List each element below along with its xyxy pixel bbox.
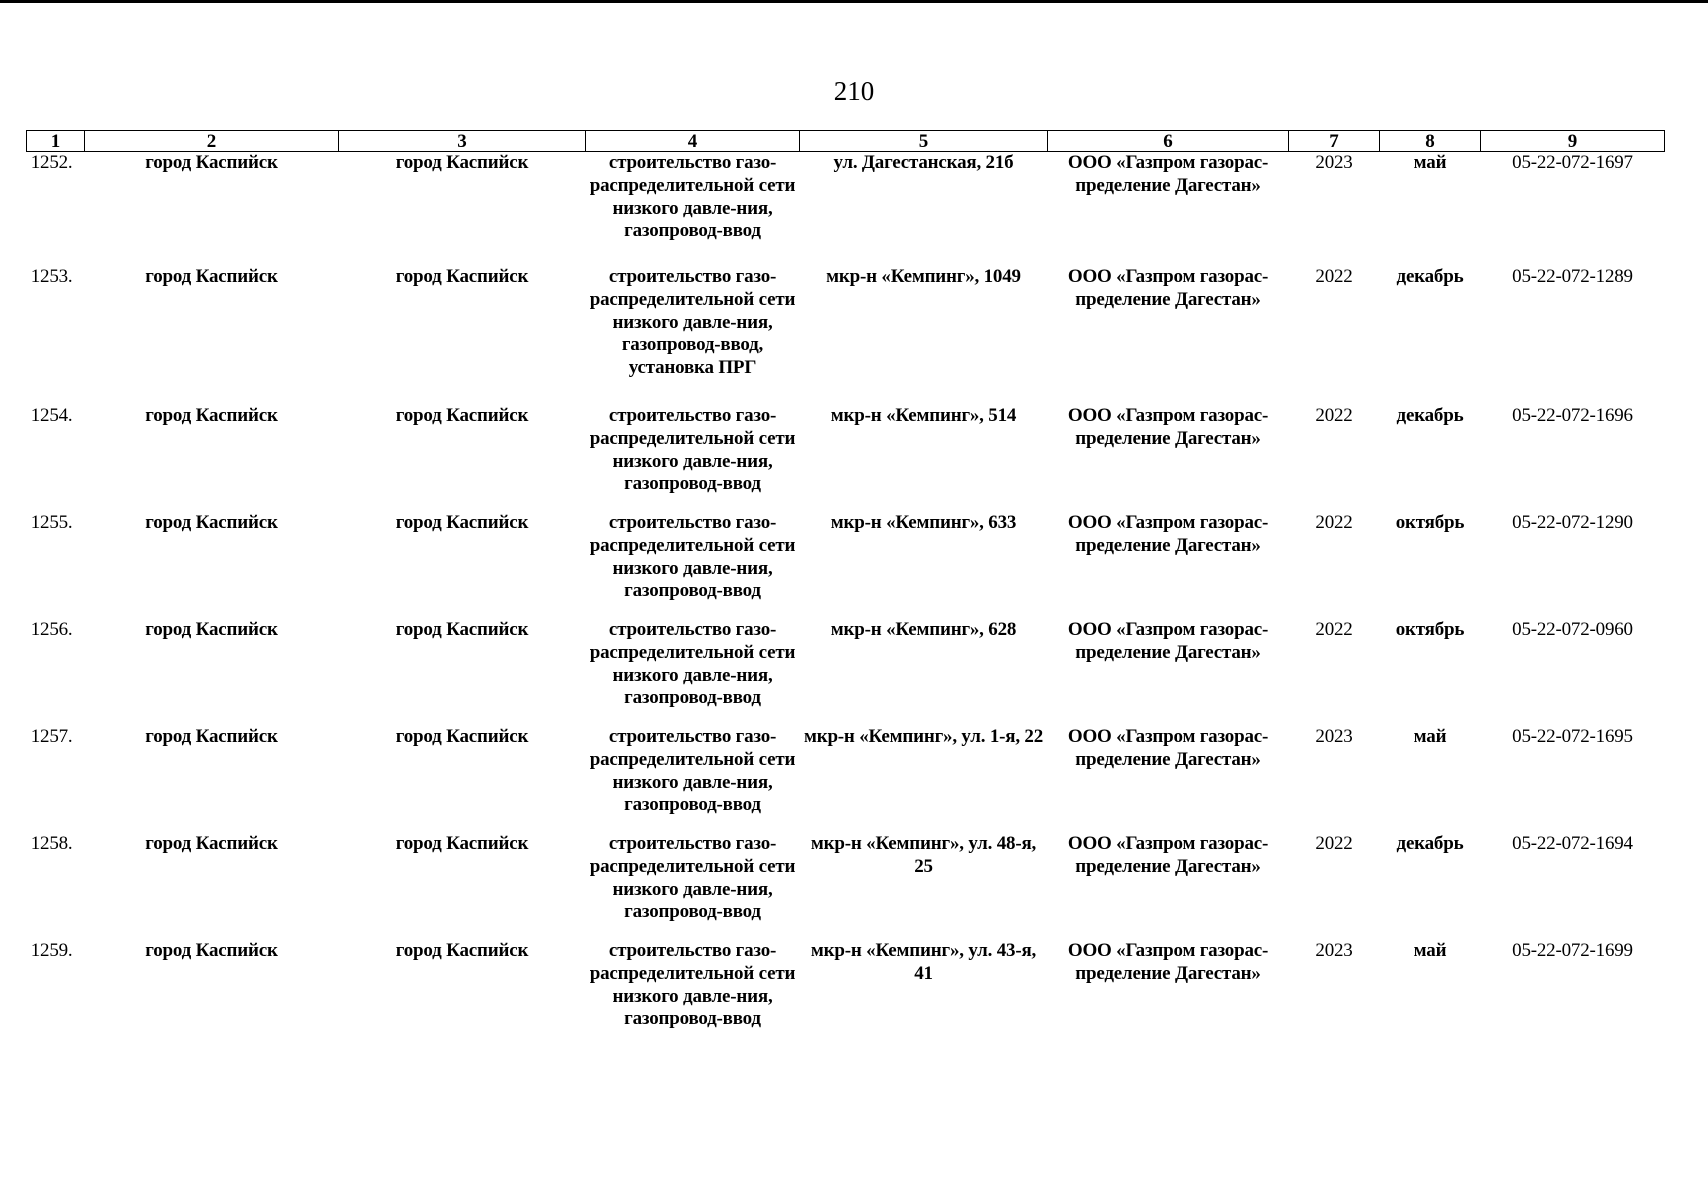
column-header: 6: [1048, 131, 1289, 152]
code-cell: 05-22-072-1694: [1512, 833, 1633, 854]
settlement-cell: город Каспийск: [395, 512, 529, 533]
row-number: 1257.: [30, 726, 73, 747]
address-cell: мкр-н «Кемпинг», 628: [830, 619, 1017, 640]
address-cell: мкр-н «Кемпинг», 633: [830, 512, 1017, 533]
work-description-cell: строительство газо-распределительной сети низкого давле-ния, газопровод-ввод: [589, 726, 796, 816]
municipality-cell: город Каспийск: [145, 940, 278, 961]
work-description-cell: строительство газо-распределительной сети низкого давле-ния, газопровод-ввод: [589, 619, 796, 709]
organization-cell: ООО «Газпром газорас-пределение Дагестан»: [1067, 266, 1269, 310]
row-number: 1252.: [30, 152, 73, 173]
month-cell: октябрь: [1395, 619, 1465, 640]
row-number: 1255.: [30, 512, 73, 533]
code-cell: 05-22-072-1290: [1512, 512, 1633, 533]
work-description-cell: строительство газо-распределительной сети низкого давле-ния, газопровод-ввод: [589, 152, 796, 242]
year-cell: 2023: [1315, 152, 1353, 173]
table-row: [27, 613, 1665, 720]
code-cell: 05-22-072-1289: [1512, 266, 1633, 287]
settlement-cell: город Каспийск: [395, 405, 529, 426]
month-cell: май: [1413, 726, 1447, 747]
municipality-cell: город Каспийск: [145, 266, 278, 287]
page-number: 210: [833, 76, 875, 106]
organization-cell: ООО «Газпром газорас-пределение Дагестан»: [1067, 726, 1269, 770]
column-header: 8: [1380, 131, 1481, 152]
row-number: 1258.: [30, 833, 73, 854]
code-cell: 05-22-072-1699: [1512, 940, 1633, 961]
code-cell: 05-22-072-0960: [1512, 619, 1633, 640]
municipality-cell: город Каспийск: [145, 619, 278, 640]
settlement-cell: город Каспийск: [395, 266, 529, 287]
month-cell: декабрь: [1396, 405, 1464, 426]
settlement-cell: город Каспийск: [395, 619, 529, 640]
year-cell: 2023: [1315, 726, 1353, 747]
settlement-cell: город Каспийск: [395, 726, 529, 747]
address-cell: мкр-н «Кемпинг», ул. 1-я, 22: [803, 726, 1044, 747]
table-row: [27, 506, 1665, 613]
year-cell: 2022: [1315, 512, 1353, 533]
code-cell: 05-22-072-1696: [1512, 405, 1633, 426]
row-number: 1254.: [30, 405, 73, 426]
table-row: [27, 399, 1665, 506]
top-border-line: [0, 0, 1708, 3]
year-cell: 2022: [1315, 405, 1353, 426]
work-description-cell: строительство газо-распределительной сети низкого давле-ния, газопровод-ввод: [589, 940, 796, 1030]
work-description-cell: строительство газо-распределительной сети низкого давле-ния, газопровод-ввод, установка ПРГ: [589, 266, 796, 379]
code-cell: 05-22-072-1695: [1512, 726, 1633, 747]
organization-cell: ООО «Газпром газорас-пределение Дагестан»: [1067, 940, 1269, 984]
code-cell: 05-22-072-1697: [1512, 152, 1633, 173]
work-description-cell: строительство газо-распределительной сети низкого давле-ния, газопровод-ввод: [589, 833, 796, 923]
table-row: [27, 827, 1665, 934]
municipality-cell: город Каспийск: [145, 726, 278, 747]
table-row: [27, 934, 1665, 1041]
organization-cell: ООО «Газпром газорас-пределение Дагестан»: [1067, 152, 1269, 196]
work-description-cell: строительство газо-распределительной сети низкого давле-ния, газопровод-ввод: [589, 405, 796, 495]
month-cell: декабрь: [1396, 833, 1464, 854]
settlement-cell: город Каспийск: [395, 152, 529, 173]
year-cell: 2022: [1315, 266, 1353, 287]
organization-cell: ООО «Газпром газорас-пределение Дагестан»: [1067, 405, 1269, 449]
year-cell: 2022: [1315, 619, 1353, 640]
row-number: 1259.: [30, 940, 73, 961]
organization-cell: ООО «Газпром газорас-пределение Дагестан»: [1067, 619, 1269, 663]
address-cell: ул. Дагестанская, 21б: [833, 152, 1014, 173]
municipality-cell: город Каспийск: [145, 512, 278, 533]
address-cell: мкр-н «Кемпинг», ул. 43-я, 41: [810, 940, 1037, 984]
work-description-cell: строительство газо-распределительной сети низкого давле-ния, газопровод-ввод: [589, 512, 796, 602]
address-cell: мкр-н «Кемпинг», 514: [830, 405, 1017, 426]
row-number: 1256.: [30, 619, 73, 640]
column-header: 2: [85, 131, 339, 152]
month-cell: май: [1413, 940, 1447, 961]
organization-cell: ООО «Газпром газорас-пределение Дагестан»: [1067, 833, 1269, 877]
column-number-row: [27, 131, 1665, 152]
month-cell: октябрь: [1395, 512, 1465, 533]
row-number: 1253.: [30, 266, 73, 287]
column-header: 7: [1289, 131, 1380, 152]
month-cell: май: [1413, 152, 1447, 173]
address-cell: мкр-н «Кемпинг», 1049: [826, 266, 1021, 287]
column-header: 3: [339, 131, 586, 152]
year-cell: 2023: [1315, 940, 1353, 961]
settlement-cell: город Каспийск: [395, 940, 529, 961]
address-cell: мкр-н «Кемпинг», ул. 48-я, 25: [810, 833, 1037, 877]
column-header: 4: [586, 131, 800, 152]
municipality-cell: город Каспийск: [145, 833, 278, 854]
year-cell: 2022: [1315, 833, 1353, 854]
table-row: [27, 720, 1665, 827]
column-header: 5: [800, 131, 1048, 152]
table-row: [27, 258, 1665, 399]
organization-cell: ООО «Газпром газорас-пределение Дагестан»: [1067, 512, 1269, 556]
column-header: 9: [1481, 131, 1665, 152]
municipality-cell: город Каспийск: [145, 405, 278, 426]
municipality-cell: город Каспийск: [145, 152, 278, 173]
table-row: [27, 152, 1665, 259]
month-cell: декабрь: [1396, 266, 1464, 287]
column-header: 1: [27, 131, 85, 152]
settlement-cell: город Каспийск: [395, 833, 529, 854]
register-table: [26, 130, 1665, 1041]
